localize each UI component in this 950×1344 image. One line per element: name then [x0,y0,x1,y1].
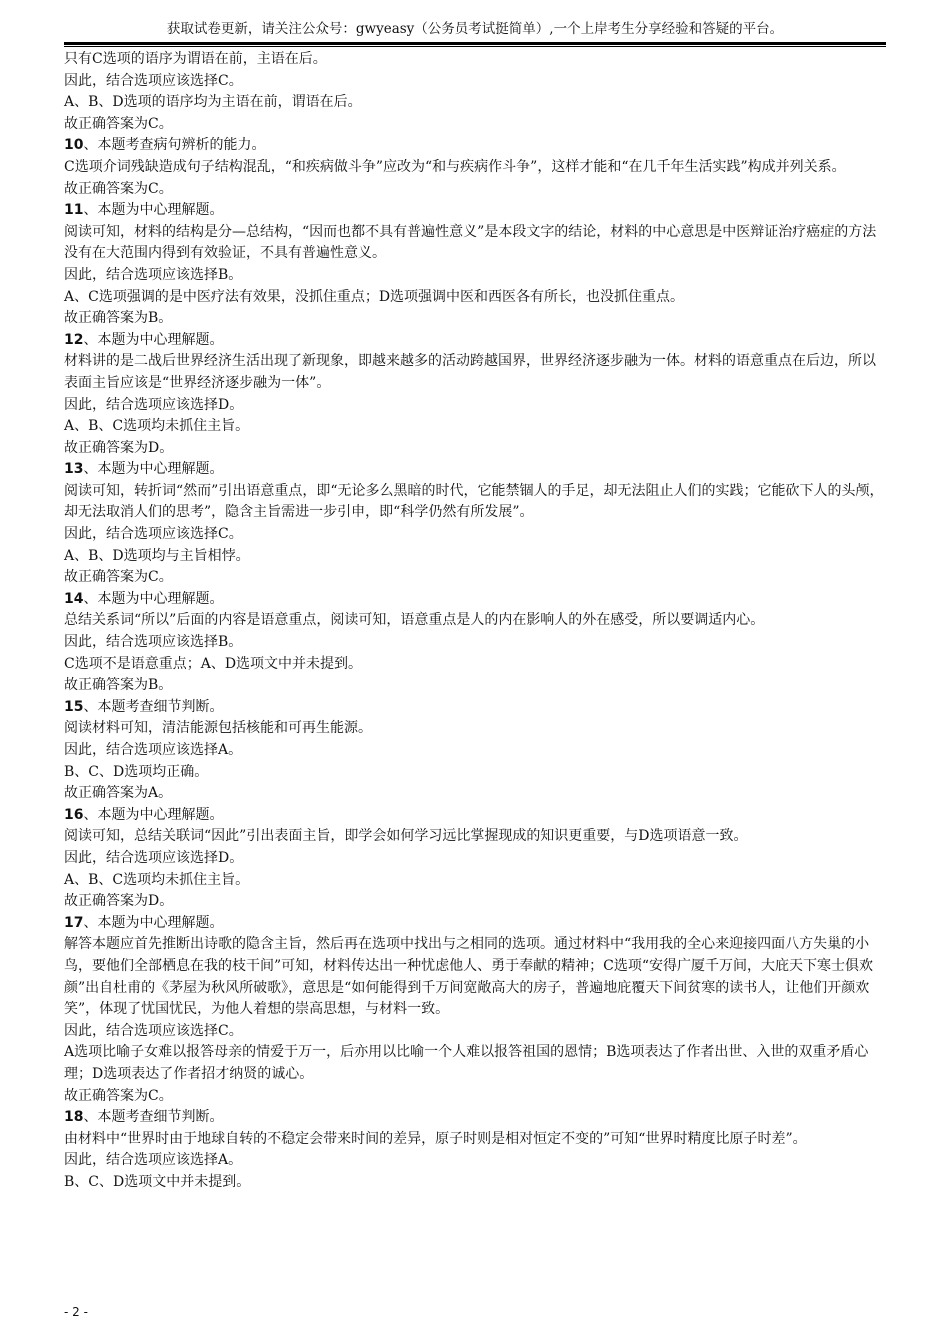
paragraph-line [64,567,886,589]
header-rule-thin [64,46,886,47]
paragraph-line [64,157,886,179]
line-text: 阅读可知，材料的结构是分—总结构，“因而也都不具有普遍性意义”是本段文字的结论，材料的中心意思是中医辩证治疗癌症的方法没有在大范围内得到有效验证，不具有普遍性意义。 [64,223,877,262]
line-text: 、本题为中心理解题。 [83,806,224,823]
line-text: A、C选项强调的是中医疗法有效果，没抓住重点；D选项强调中医和西医各有所长，也没抓住重点。 [64,288,685,305]
paragraph-line [64,265,886,287]
line-text: 因此，结合选项应该选择A。 [64,742,243,758]
line-text: 材料讲的是二战后世界经济生活出现了新现象，即越来越多的活动跨越国界，世界经济逐步融为一体。材料的语意重点在后边，所以表面主旨应该是“世界经济逐步融为一体”。 [64,353,876,391]
line-text: 阅读材料可知，清洁能源包括核能和可再生能源。 [64,720,372,737]
question-heading [64,697,886,719]
paragraph-line [64,1129,886,1151]
paragraph-line [64,114,886,136]
line-text: 、本题考查细节判断。 [83,1109,224,1126]
line-text: 因此，结合选项应该选择C。 [64,526,243,543]
question-heading [64,589,886,611]
line-text: 因此，结合选项应该选择D。 [64,396,244,413]
question-heading [64,1107,886,1129]
line-text: 因此，结合选项应该选择C。 [64,1022,243,1039]
line-text: 因此，结合选项应该选择B。 [64,634,243,651]
line-text: 阅读可知，转折词“然而”引出语意重点，即“无论多么黑暗的时代，它能禁锢人的手足，却无法阻止人们的实践；它能砍下人的头颅，却无法取消人们的思考”，隐含主旨需进一步引申，即“科学仍然有所发展”。 [64,482,884,521]
line-text: 故正确答案为C。 [64,569,173,586]
paragraph-line [64,848,886,870]
paragraph-line [64,654,886,676]
line-text: C选项不是语意重点；A、D选项文中并未提到。 [64,655,363,672]
paragraph-line [64,416,886,438]
question-number: 18 [64,1109,84,1126]
line-text: 故正确答案为A。 [64,785,173,802]
question-number: 10 [64,137,84,154]
paragraph-line [64,395,886,417]
line-text: 故正确答案为D。 [64,893,174,910]
question-number: 17 [64,914,84,931]
paragraph-line [64,546,886,568]
paragraph-line [64,1021,886,1043]
paragraph-line [64,762,886,784]
line-text: A、B、C选项均未抓住主旨。 [64,418,250,435]
line-text: C选项介词残缺造成句子结构混乱，“和疾病做斗争”应改为“和与疾病作斗争”，这样才能和“在几千年生活实践”构成并列关系。 [64,158,846,175]
line-text: A、B、C选项均未抓住主旨。 [64,871,250,888]
line-text: 、本题考查细节判断。 [83,698,224,715]
line-text: 因此，结合选项应该选择B。 [64,266,243,283]
line-text: 故正确答案为C。 [64,1087,173,1104]
question-heading [64,135,886,157]
paragraph-line [64,718,886,740]
paragraph-line [64,71,886,93]
line-text: 解答本题应首先推断出诗歌的隐含主旨，然后再在选项中找出与之相同的选项。通过材料中“我用我的全心来迎接四面八方失巢的小鸟，要他们全部栖息在我的枝干间”可知，材料传达出一种忧虑他人、勇于奉献的精神；C选项“安得广厦千万间，大庇天下寒士俱欢颜”出自杜甫的《茅屋为秋风所破歌》，意思是“如何能得到千万间宽敞高大的房子，普遍地庇覆天下间贫寒的读书人，让他们开颜欢笑”，体现了忧国忧民，为他人着想的崇高思想，与材料一致。 [64,936,874,1018]
paragraph-line [64,934,886,1020]
paragraph-line [64,92,886,114]
paragraph-line [64,287,886,309]
line-text: 总结关系词“所以”后面的内容是语意重点，阅读可知，语意重点是人的内在影响人的外在感受，所以要调适内心。 [64,612,765,629]
line-text: 故正确答案为B。 [64,677,173,694]
line-text: 、本题为中心理解题。 [83,914,224,931]
paragraph-line [64,826,886,848]
paragraph-line [64,1042,886,1085]
question-heading [64,913,886,935]
line-text: A、B、D选项的语序均为主语在前，谓语在后。 [64,94,362,111]
question-heading [64,200,886,222]
line-text: 因此，结合选项应该选择A。 [64,1152,243,1169]
question-heading [64,459,886,481]
line-text: A、B、D选项均与主旨相悖。 [64,547,250,564]
paragraph-line [64,524,886,546]
header-rule-thick [64,42,886,45]
question-number: 12 [64,331,84,348]
line-text: 只有C选项的语序为谓语在前，主语在后。 [64,51,327,67]
line-text: 因此，结合选项应该选择C。 [64,72,243,89]
line-text: 故正确答案为B。 [64,310,173,327]
paragraph-line [64,870,886,892]
paragraph-line [64,1150,886,1172]
page-number: - 2 - [64,1305,88,1319]
paragraph-line [64,675,886,697]
line-text: B、C、D选项文中并未提到。 [64,1173,251,1190]
line-text: 由材料中“世界时由于地球自转的不稳定会带来时间的差异，原子时则是相对恒定不变的”可知“世界时精度比原子时差”。 [64,1130,807,1147]
line-text: 、本题为中心理解题。 [83,331,224,348]
line-text: 故正确答案为C。 [64,180,173,197]
question-heading [64,330,886,352]
paragraph-line [64,222,886,265]
paragraph-line [64,49,886,71]
paragraph-line [64,1172,886,1194]
paragraph-line [64,481,886,524]
line-text: 、本题考查病句辨析的能力。 [83,137,266,154]
paragraph-line [64,740,886,762]
paragraph-line [64,179,886,201]
line-text: 因此，结合选项应该选择D。 [64,849,244,866]
page-header: 获取试卷更新，请关注公众号：gwyeasy（公务员考试挺简单）,一个上岸考生分享经验和答疑的平台。 [166,21,784,37]
question-number: 15 [64,698,84,715]
line-text: 、本题为中心理解题。 [83,590,224,607]
line-text: 、本题为中心理解题。 [83,461,224,478]
paragraph-line [64,632,886,654]
paragraph-line [64,891,886,913]
line-text: 阅读可知，总结关联词“因此”引出表面主旨，即学会如何学习远比掌握现成的知识更重要，与D选项语意一致。 [64,828,748,845]
question-number: 13 [64,461,84,478]
question-number: 14 [64,590,84,607]
line-text: 故正确答案为D。 [64,439,174,456]
paragraph-line [64,351,886,394]
question-number: 16 [64,806,84,823]
paragraph-line [64,783,886,805]
paragraph-line [64,438,886,460]
question-heading [64,805,886,827]
paragraph-line [64,610,886,632]
line-text: A选项比喻子女难以报答母亲的情爱于万一，后亦用以比喻一个人难以报答祖国的恩情；B选项表达了作者出世、入世的双重矛盾心理；D选项表达了作者招才纳贤的诚心。 [64,1044,869,1082]
document-body [64,49,886,1193]
question-number: 11 [64,202,84,219]
line-text: 、本题为中心理解题。 [83,202,224,219]
line-text: 故正确答案为C。 [64,115,173,132]
paragraph-line [64,308,886,330]
line-text: B、C、D选项均正确。 [64,763,209,780]
paragraph-line [64,1086,886,1108]
